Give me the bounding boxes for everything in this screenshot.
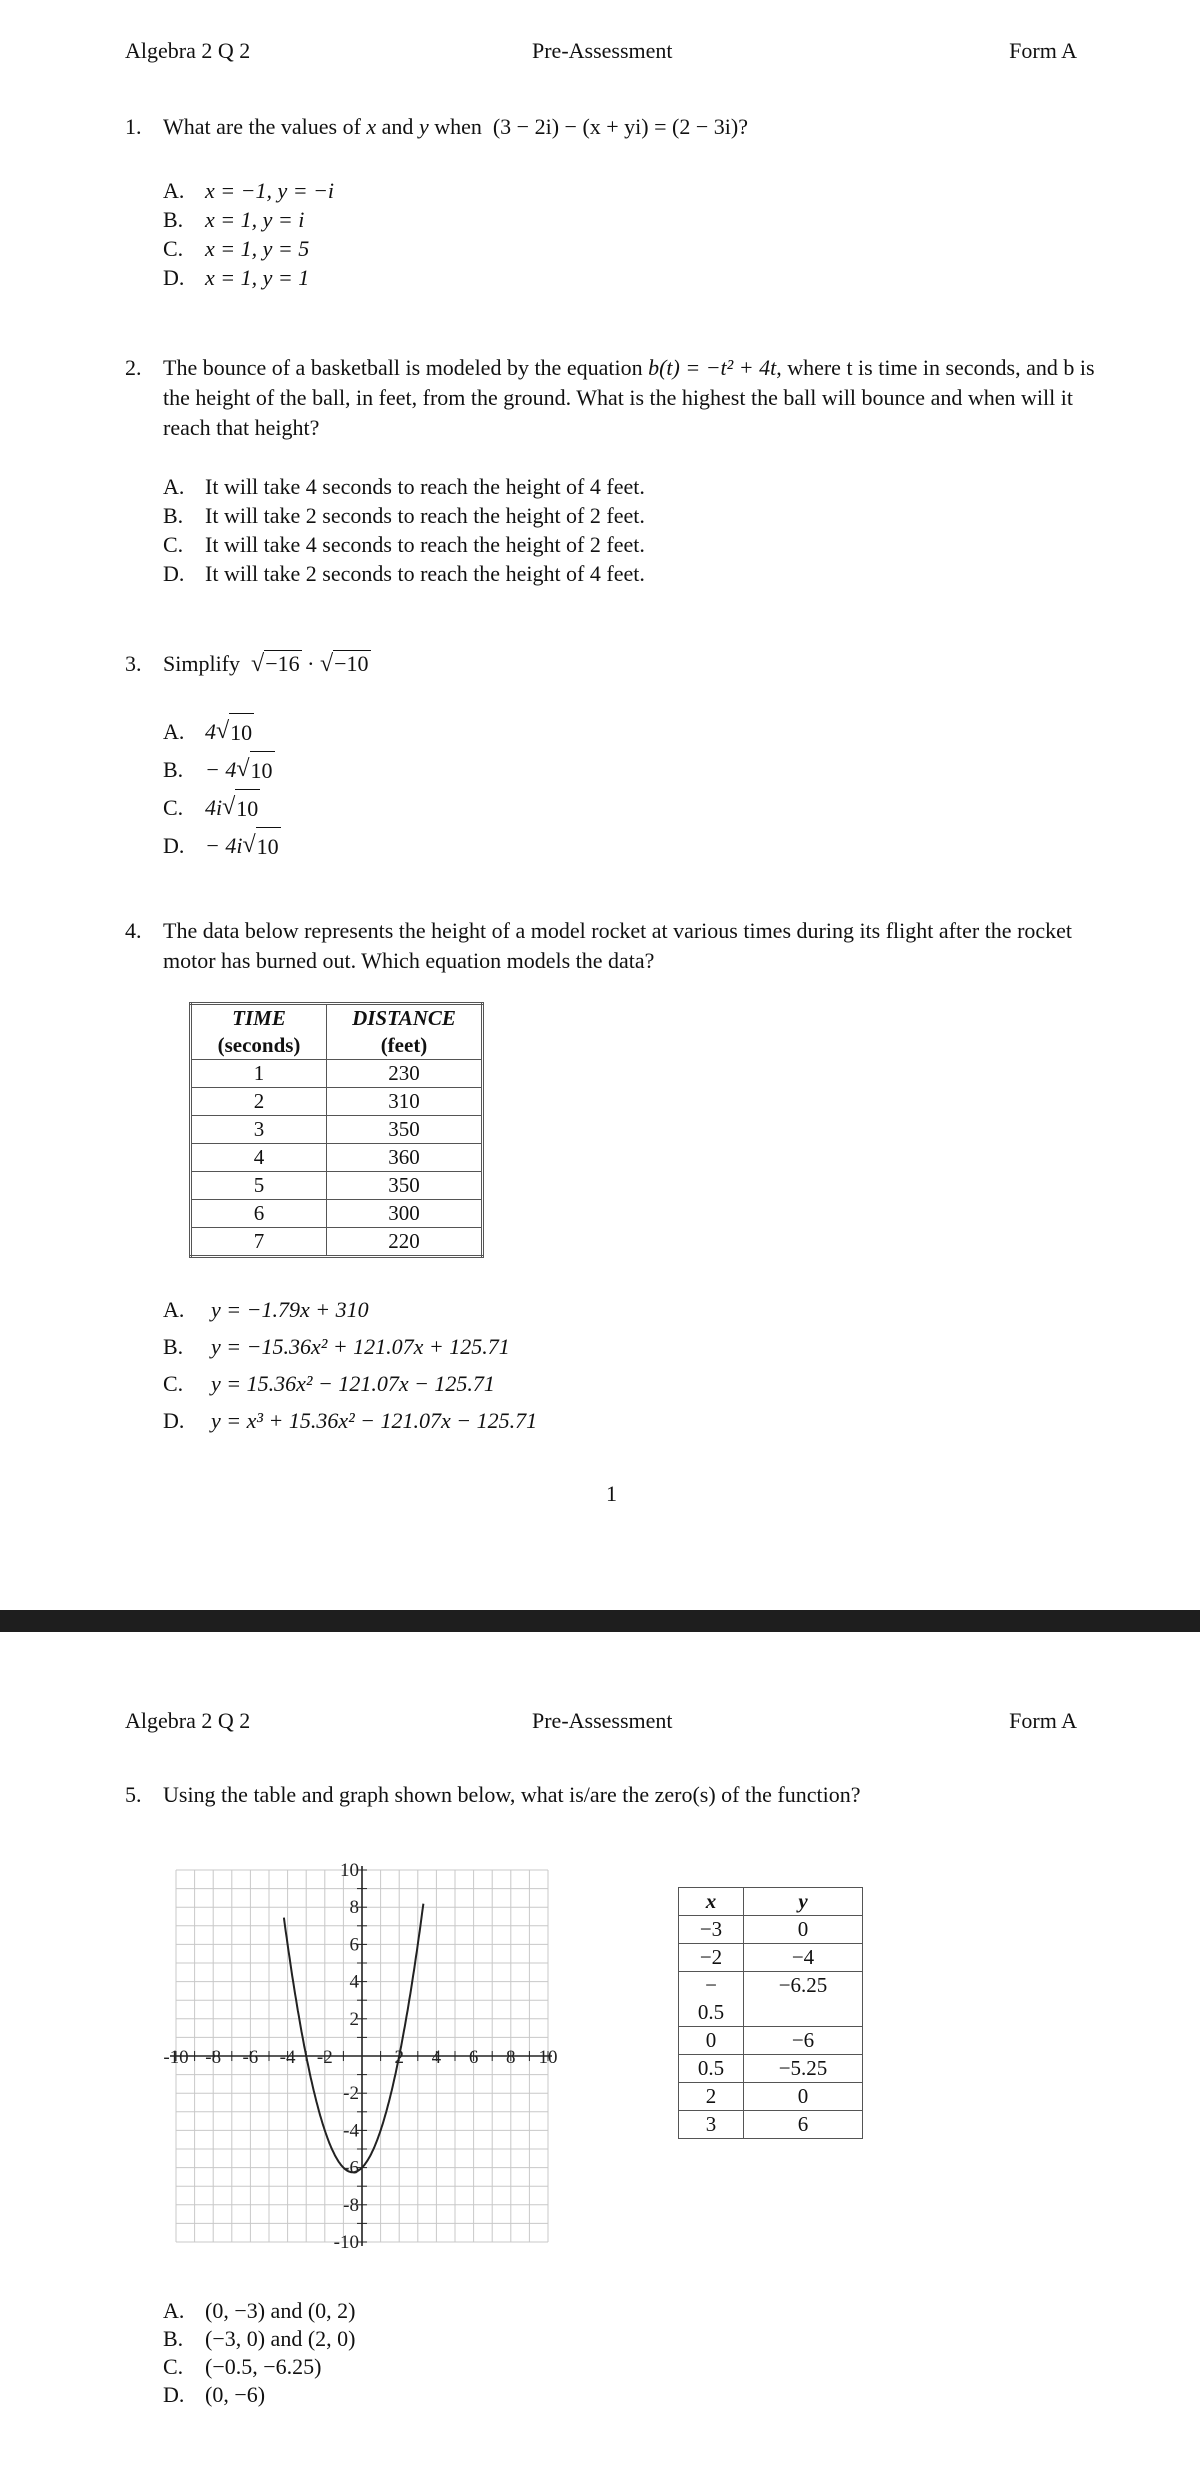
x-tick-label: 4 (431, 2047, 442, 2068)
question-4 (125, 916, 1095, 976)
sqrt-icon: √ (236, 756, 250, 782)
q2-options (163, 472, 645, 588)
xy-table (678, 1887, 863, 2139)
header-form: Form A (1009, 38, 1077, 63)
question-text: What are the values of x and y when (3 − 2i) − (x + yi) = (2 − 3i)? (163, 114, 748, 139)
table-row: −2 −4 (679, 1944, 863, 1972)
option-a[interactable]: A. y = −1.79x + 310 (163, 1297, 369, 1322)
x-tick-label: -8 (205, 2047, 222, 2068)
table-row: − −6.25 (679, 1972, 863, 2000)
table-row: 2 310 (191, 1088, 483, 1116)
sqrt-icon: √ (319, 651, 334, 677)
option-d[interactable]: D. x = 1, y = 1 (163, 265, 310, 290)
option-c[interactable]: C. y = 15.36x² − 121.07x − 125.71 (163, 1371, 495, 1396)
table-row: 4 360 (191, 1144, 483, 1172)
table-row: 7 220 (191, 1228, 483, 1257)
question-text: Using the table and graph shown below, what is/are the zero(s) of the function? (163, 1782, 861, 1807)
x-tick-label: 6 (468, 2047, 479, 2068)
option-a[interactable]: A. It will take 4 seconds to reach the height of 4 feet. (163, 474, 645, 499)
sqrt-icon: √ (251, 651, 265, 677)
question-3 (125, 649, 1095, 679)
parabola-graph (150, 1838, 590, 2258)
option-a[interactable]: A. x = −1, y = −i (163, 178, 335, 203)
page-number: 1 (606, 1481, 617, 1506)
y-tick-label: 6 (349, 1934, 359, 1956)
table-row: −3 0 (679, 1916, 863, 1944)
y-tick-label: 10 (340, 1860, 359, 1881)
sqrt-icon: √ (216, 718, 230, 744)
header-title: Pre-Assessment (532, 1708, 673, 1733)
option-d[interactable]: D. It will take 2 seconds to reach the height of 4 feet. (163, 561, 645, 586)
table-header: TIME (seconds) (191, 1004, 327, 1060)
page-divider (0, 1610, 1200, 1632)
x-tick-label: -6 (242, 2047, 259, 2068)
option-c[interactable]: C. 4i √ 10 (163, 789, 281, 827)
option-c[interactable]: C. It will take 4 seconds to reach the height of 2 feet. (163, 532, 645, 557)
table-row: 6 300 (191, 1200, 483, 1228)
axes (170, 1866, 552, 2246)
option-a[interactable]: A. (0, −3) and (0, 2) (163, 2298, 356, 2323)
q4-options (163, 1291, 537, 1439)
question-text: The bounce of a basketball is modeled by the equation b(t) = −t² + 4t, where t is time in seconds, and b is the height of the ball, in feet, from the ground. What is the highest the ball will bounce and when will it reach that height? (163, 355, 1095, 440)
sqrt-icon: √ (222, 794, 236, 820)
x-tick-label: 2 (394, 2047, 404, 2068)
table-header: DISTANCE (feet) (327, 1004, 483, 1060)
table-row: 0.5 (679, 1999, 863, 2027)
option-b[interactable]: B. y = −15.36x² + 121.07x + 125.71 (163, 1334, 510, 1359)
y-tick-label: 2 (349, 2008, 359, 2030)
q3-options (163, 713, 281, 865)
option-d[interactable]: D. − 4i √ 10 (163, 827, 281, 865)
question-number: 1. (125, 114, 142, 139)
x-tick-label: -10 (163, 2047, 189, 2068)
question-number: 3. (125, 651, 142, 676)
question-2 (125, 353, 1095, 443)
table-row: 3 6 (679, 2111, 863, 2139)
y-tick-label: -6 (343, 2157, 359, 2179)
table-row: 0.5 −5.25 (679, 2055, 863, 2083)
option-b[interactable]: B. (−3, 0) and (2, 0) (163, 2326, 356, 2351)
option-b[interactable]: B. It will take 2 seconds to reach the height of 2 feet. (163, 503, 645, 528)
question-text: The data below represents the height of a model rocket at various times during its flight after the rocket motor has burned out. Which equation models the data? (163, 918, 1073, 973)
x-tick-label: 10 (538, 2047, 558, 2068)
option-b[interactable]: B. x = 1, y = i (163, 207, 305, 232)
x-tick-label: -4 (279, 2047, 296, 2068)
table-row: 3 350 (191, 1116, 483, 1144)
question-number: 2. (125, 355, 142, 380)
table-row: 5 350 (191, 1172, 483, 1200)
header-course: Algebra 2 Q 2 (125, 38, 251, 63)
option-c[interactable]: C. x = 1, y = 5 (163, 236, 310, 261)
q1-options (163, 176, 334, 292)
table-row: 2 0 (679, 2083, 863, 2111)
header-course: Algebra 2 Q 2 (125, 1708, 251, 1733)
y-tick-label: -8 (343, 2194, 359, 2216)
question-text: Simplify √−16 · √−10 (163, 651, 369, 677)
question-1 (125, 112, 1095, 142)
y-tick-label: -2 (343, 2083, 359, 2105)
y-header: y (744, 1888, 863, 1916)
page-header (125, 1708, 1077, 1738)
rocket-data-table (189, 1002, 484, 1258)
equation: (3 − 2i) − (x + yi) = (2 − 3i)? (492, 114, 748, 139)
x-tick-label: -2 (316, 2047, 333, 2068)
equation: b(t) = −t² + 4t (648, 355, 777, 380)
option-d[interactable]: D. y = x³ + 15.36x² − 121.07x − 125.71 (163, 1408, 538, 1433)
table-row: 0 −6 (679, 2027, 863, 2055)
option-d[interactable]: D. (0, −6) (163, 2382, 266, 2407)
option-a[interactable]: A. 4 √ 10 (163, 713, 281, 751)
question-number: 5. (125, 1782, 142, 1807)
x-tick-label: 8 (506, 2047, 516, 2068)
header-title: Pre-Assessment (532, 38, 673, 63)
question-5 (125, 1780, 1095, 1810)
y-tick-label: -4 (343, 2120, 359, 2142)
sqrt-icon: √ (242, 832, 256, 858)
y-tick-label: 8 (349, 1897, 359, 1919)
question-number: 4. (125, 918, 142, 943)
header-form: Form A (1009, 1708, 1077, 1733)
option-c[interactable]: C. (−0.5, −6.25) (163, 2354, 322, 2379)
page-header (125, 38, 1077, 68)
option-b[interactable]: B. − 4 √ 10 (163, 751, 281, 789)
table-row: 1 230 (191, 1060, 483, 1088)
x-header: x (679, 1888, 744, 1916)
y-tick-label: 4 (349, 1971, 359, 1993)
q5-options (163, 2297, 355, 2409)
y-tick-label: -10 (333, 2232, 359, 2253)
